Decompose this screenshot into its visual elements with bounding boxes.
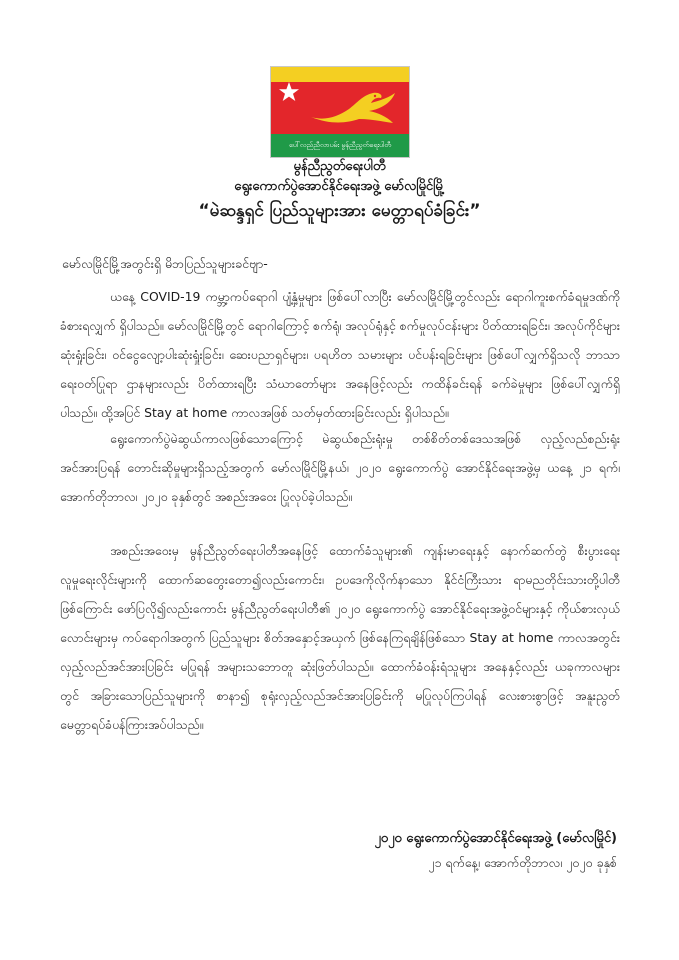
- salutation: မော်လမြိုင်မြို့အတွင်းရှိ မိဘပြည်သူများခင်ဗျာ-: [62, 256, 268, 271]
- paragraph-decision: အစည်းအဝေးမှ မွန်ညီညွတ်ရေးပါတီအနေဖြင့် ထောက်ခံသူများ၏ ကျန်းမာရေးနှင့် နောက်ဆက်တွဲ စီးပွားရေး လူမှုရေးလိုင်းများကို ထောက်ဆတွေးတော၍လည်းကောင်း၊ ဥပဒေကိုလိုက်နာသော နိုင်ငံကြီးသား ရာမညတိုင်းသားတို့ပါတီဖြစ်ကြောင်း ဖော်ပြလို၍လည်းကောင်း မွန်ညီညွတ်ရေးပါတီ၏ ၂၀၂၀ ရွေးကောက်ပွဲ အောင်နိုင်ရေးအဖွဲ့ဝင်များနှင့် ကိုယ်စားလှယ်လောင်းများမှ ကပ်ရောဂါအတွက် ပြည်သူများ စိတ်အနှောင့်အယှက် ဖြစ်နေကြရချိန်ဖြစ်သော Stay at home ကာလအတွင်း လှည့်လည်အင်အားပြခြင်း မပြုရန် အများသဘောတူ ဆုံးဖြတ်ပါသည်။ ထောက်ခံဝန်းရံသူများ အနေနှင့်လည်း ယခုကာလများတွင် အခြားသောပြည်သူများကို စာနာ၍ စုရုံးလှည့်လည်အင်အားပြခြင်းကို မပြုလုပ်ကြပါရန် လေးစားစွာဖြင့် အနူးညွတ် မေတ္တာရပ်ခံပန်ကြားအပ်ပါသည်။: [60, 543, 620, 732]
- paragraph-meeting: ရွေးကောက်ပွဲမဲဆွယ်ကာလဖြစ်သောကြောင့် မဲဆွယ်စည်းရုံးမှု တစ်စိတ်တစ်ဒေသအဖြစ် လှည့်လည်စည်းရုံးအင်အားပြရန် တောင်းဆိုမှုများရှိသည့်အတွက် မော်လမြိုင်မြို့နယ်၊ ၂၀၂၀ ရွေးကောက်ပွဲ အောင်နိုင်ရေးအဖွဲ့မှ ယနေ့ ၂၁ ရက်၊ အောက်တိုဘာလ၊ ၂၀၂၀ ခုနှစ်တွင် အစည်းအဝေး ပြုလုပ်ခဲ့ပါသည်။: [60, 431, 620, 504]
- logo-motto: ပေါ်လည်ညီလာပမ်း မွန်ညီညွတ်ရေးပါတီ: [288, 141, 392, 149]
- document-title: “မဲဆန္ဒရှင် ပြည်သူများအား မေတ္တာရပ်ခံခြင်း”: [198, 201, 481, 221]
- signature-date: ၂၁ ရက်နေ့၊ အောက်တိုဘာလ၊ ၂၀၂၀ ခုနှစ်: [428, 855, 617, 870]
- committee-name: ရွေးကောက်ပွဲအောင်နိုင်ရေးအဖွဲ့ မော်လမြိုင်မြို့: [234, 179, 445, 194]
- hamsa-bird-icon: [307, 87, 399, 129]
- party-logo: [270, 66, 410, 158]
- party-name: မွန်ညီညွတ်ရေးပါတီ: [293, 159, 386, 174]
- star-icon: [278, 81, 300, 103]
- logo-yellow-band: [271, 67, 409, 82]
- paragraph-covid-situation: ယနေ့ COVID-19 ကမ္ဘာ့ကပ်ရောဂါ ပျံ့နှံ့မှုများ ဖြစ်ပေါ်လာပြီး မော်လမြိုင်မြို့တွင်လည်း ရောဂါကူးစက်ခံရမှုဒဏ်ကို ခံစားရလျှက် ရှိပါသည်။ မော်လမြိုင်မြို့တွင် ရောဂါကြောင့် စက်ရုံ၊ အလုပ်ရုံနှင့် စက်မှုလုပ်ငန်းများ ပိတ်ထားရခြင်း၊ အလုပ်ကိုင်များ ဆုံးရှုံးခြင်း၊ ဝင်ငွေလျော့ပါးဆုံးရှုံးခြင်း၊ ဆေးပညာရှင်များ၊ ပရဟိတ သမားများ ပင်ပန်းရခြင်းများ ဖြစ်ပေါ်လျှက်ရှိသလို ဘာသာရေးဝတ်ပြုရာ ဌာနများလည်း ပိတ်ထားရပြီး သံဃာတော်များ အနေဖြင့်လည်း ကထိန်ခင်းရန် ခက်ခဲမှုများ ဖြစ်ပေါ်လျှက်ရှိပါသည်။ ထို့အပြင် Stay at home ကာလအဖြစ် သတ်မှတ်ထားခြင်းလည်း ရှိပါသည်။: [60, 289, 620, 420]
- signature-committee: ၂၀၂၀ ရွေးကောက်ပွဲအောင်နိုင်ရေးအဖွဲ့ (မော်လမြိုင်): [374, 831, 617, 846]
